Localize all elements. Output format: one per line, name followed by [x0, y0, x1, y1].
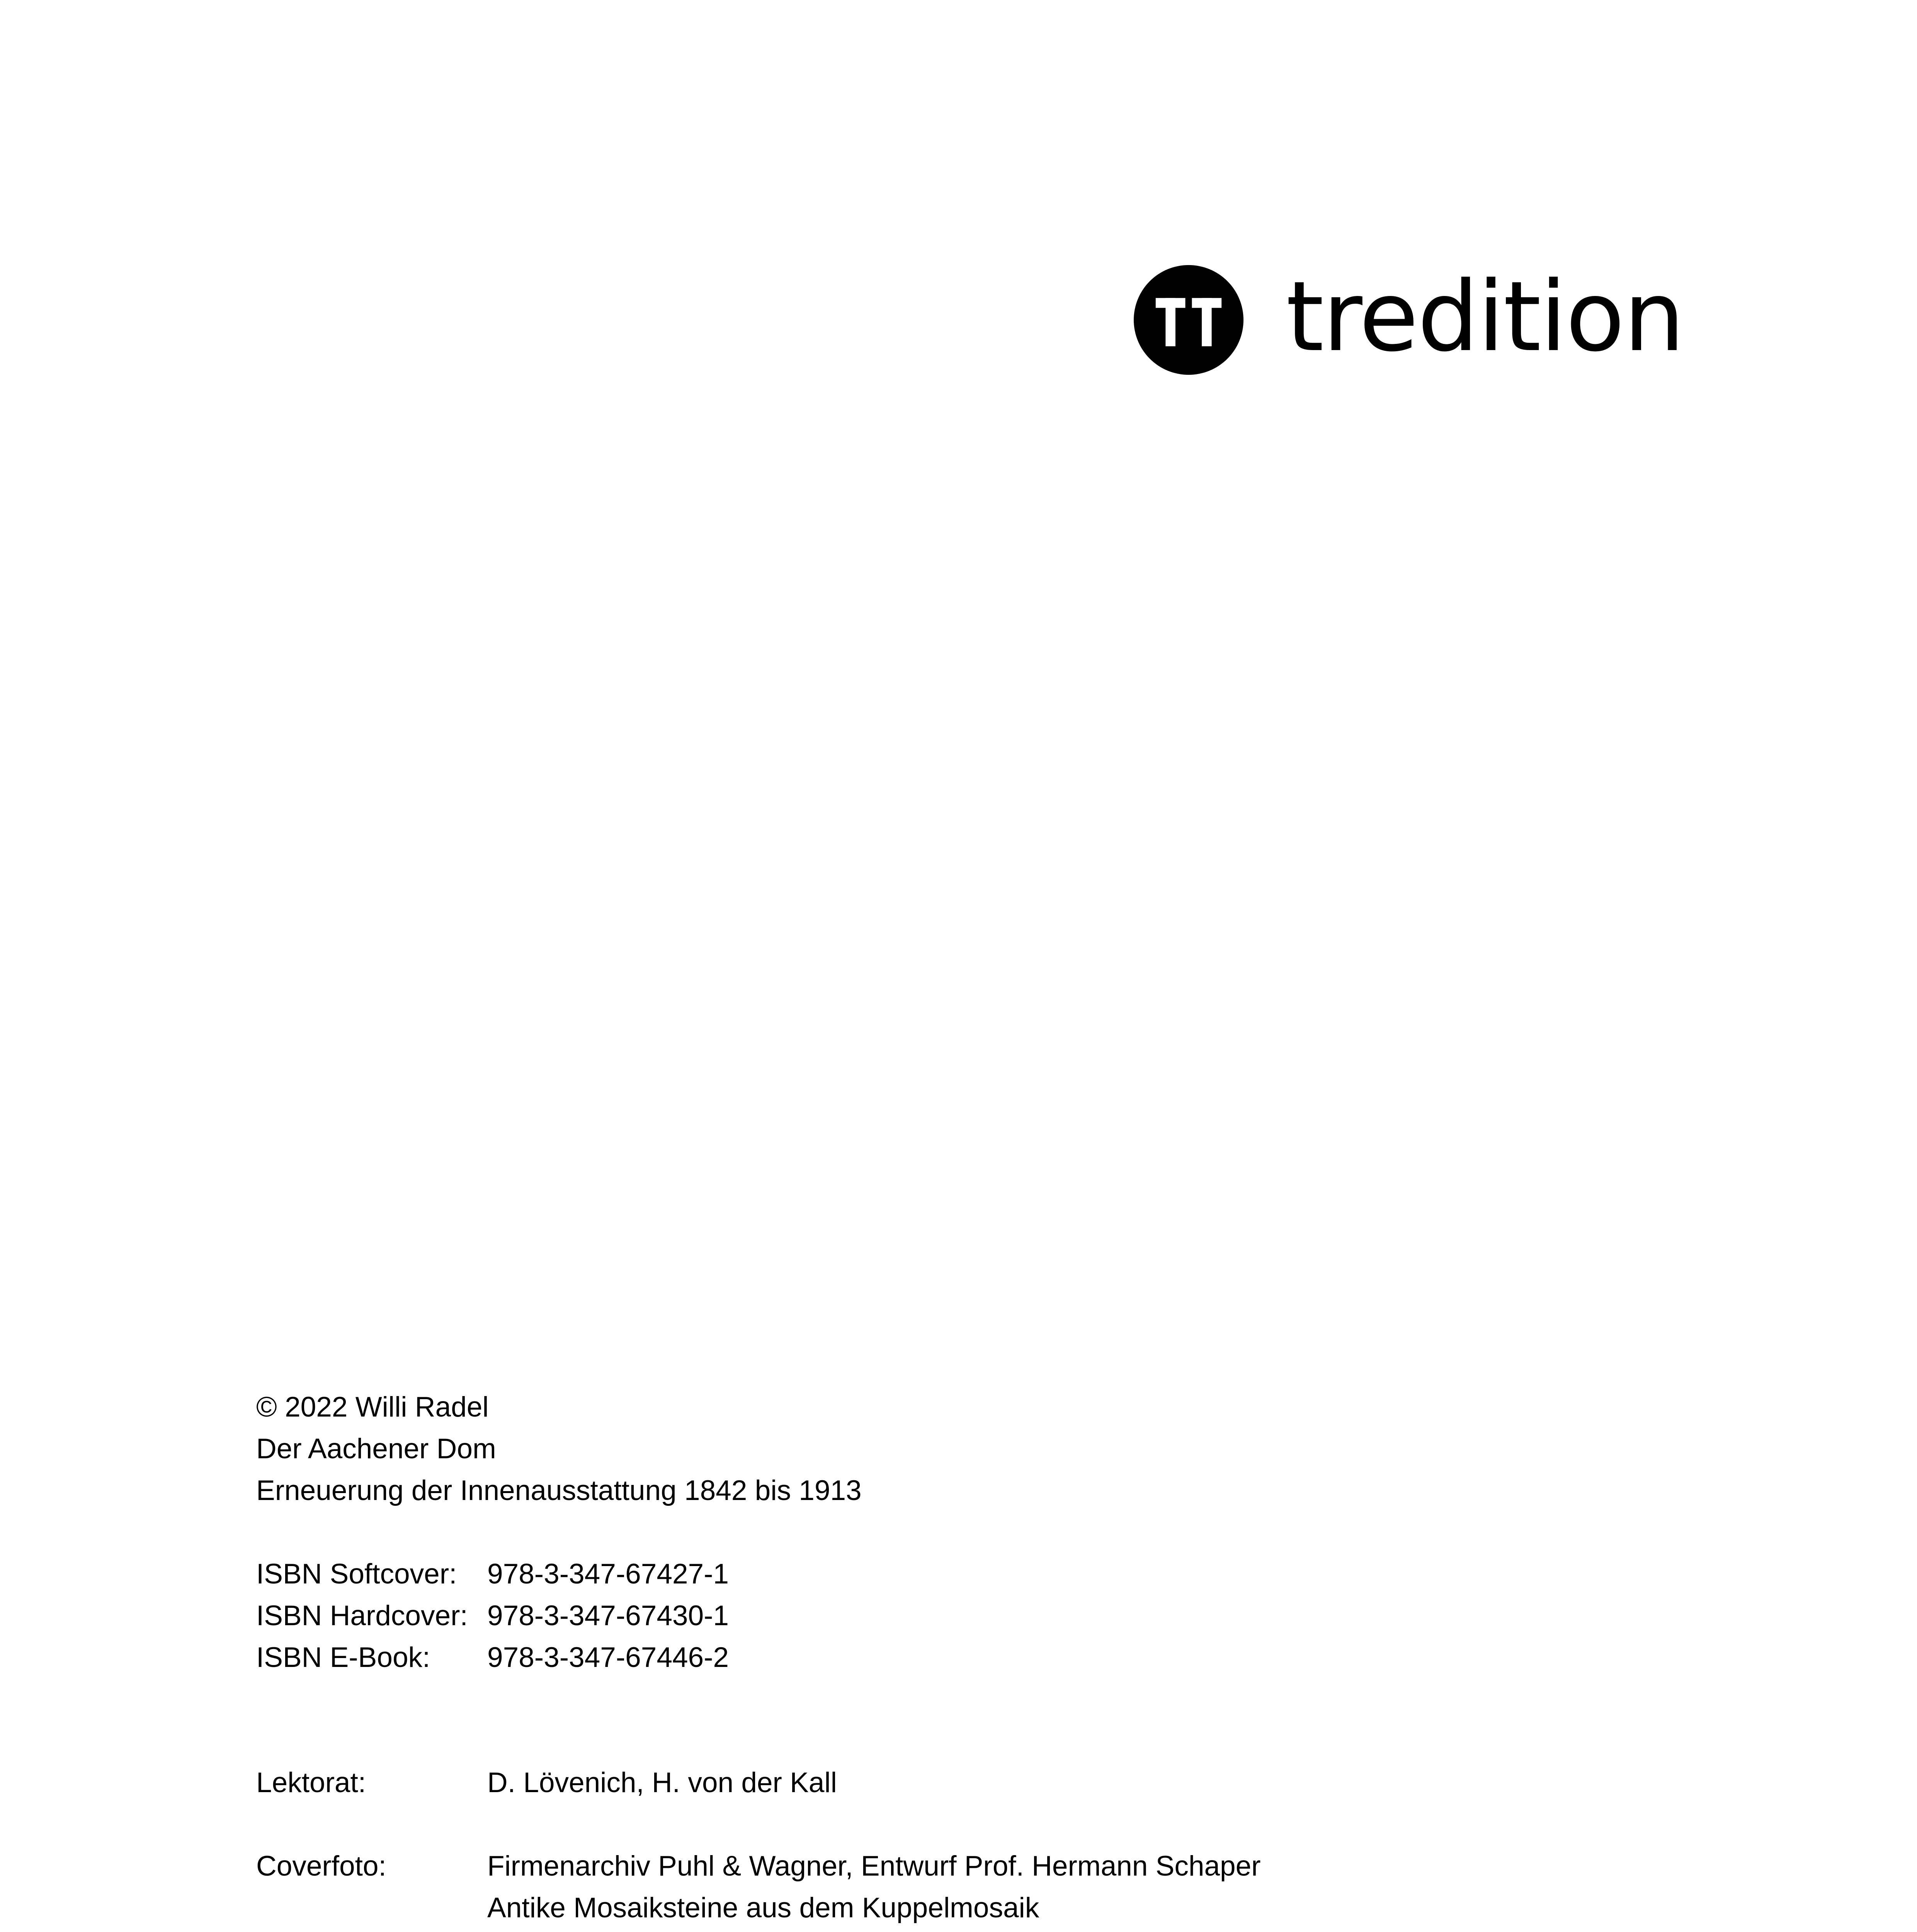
coverfoto-line: Antike Mosaiksteine aus dem Kuppelmosaik	[487, 1892, 1039, 1923]
logo-wordmark: tredition	[1286, 260, 1684, 373]
imprint-block	[256, 1386, 1651, 1932]
copyright-line: © 2022 Willi Radel	[256, 1391, 489, 1423]
isbn-softcover-label: ISBN Softcover:	[256, 1558, 457, 1590]
coverfoto-value	[487, 1845, 1651, 1929]
lektorat-label: Lektorat:	[256, 1767, 366, 1798]
coverfoto-label: Coverfoto:	[256, 1850, 386, 1882]
lektorat-row	[256, 1762, 1651, 1804]
book-title: Der Aachener Dom	[256, 1433, 496, 1464]
publisher-logo	[1134, 260, 1684, 376]
book-subtitle: Erneuerung der Innenausstattung 1842 bis 1913	[256, 1475, 862, 1506]
lektorat-value: D. Lövenich, H. von der Kall	[487, 1767, 837, 1798]
isbn-softcover-value: 978-3-347-67427-1	[487, 1558, 729, 1590]
isbn-hardcover-row	[256, 1595, 1651, 1637]
isbn-ebook-row	[256, 1637, 1651, 1679]
isbn-hardcover-label: ISBN Hardcover:	[256, 1600, 468, 1631]
coverfoto-line: Firmenarchiv Puhl & Wagner, Entwurf Prof. Hermann Schaper	[487, 1850, 1261, 1882]
isbn-ebook-label: ISBN E-Book:	[256, 1642, 430, 1673]
isbn-hardcover-value: 978-3-347-67430-1	[487, 1600, 729, 1631]
coverfoto-row	[256, 1845, 1651, 1929]
isbn-softcover-row	[256, 1553, 1651, 1595]
isbn-ebook-value: 978-3-347-67446-2	[487, 1642, 729, 1673]
tredition-logo-icon	[1134, 265, 1243, 375]
